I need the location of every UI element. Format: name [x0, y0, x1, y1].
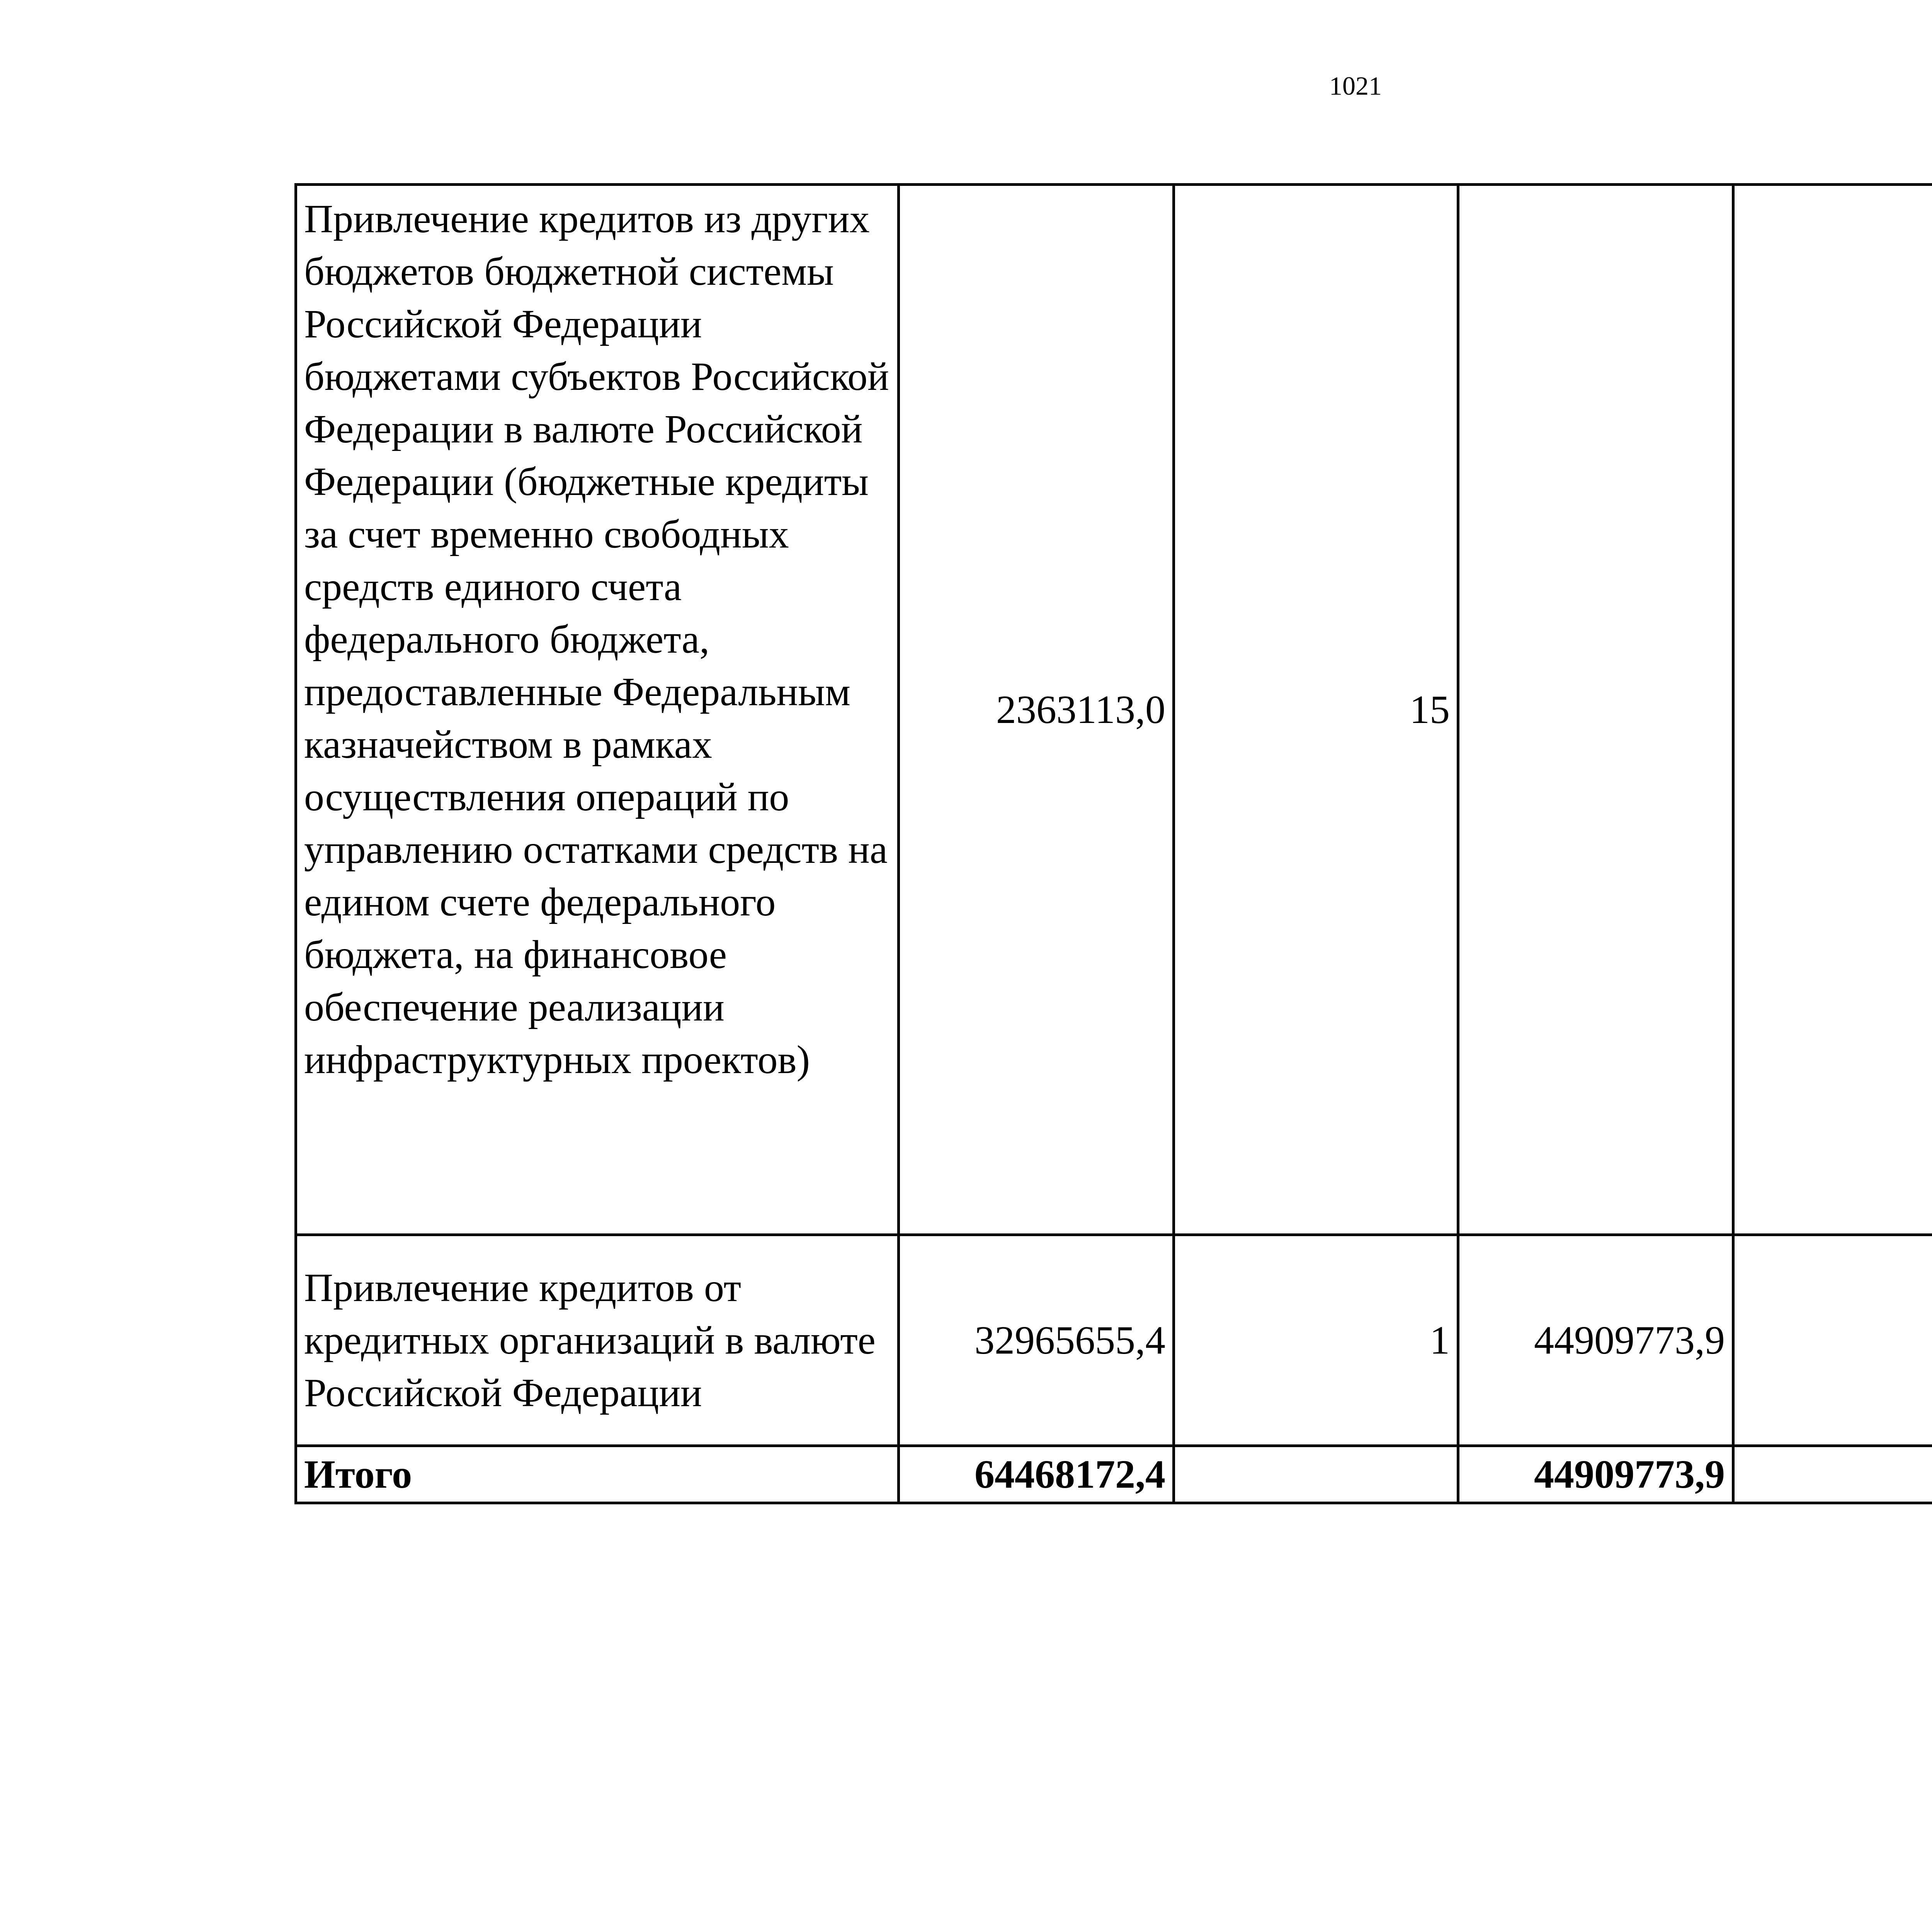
total-value-cell: 44909773,9 [1458, 1446, 1733, 1503]
value-cell: 2363113,0 [899, 185, 1174, 1235]
total-row [296, 1446, 1932, 1503]
row-label: Привлечение кредитов от кредитных организаций в валюте Российской Федерации [296, 1235, 899, 1446]
value-cell: 44909773,9 [1458, 1235, 1733, 1446]
table-row [296, 185, 1932, 1235]
borrowing-table [294, 183, 1932, 1504]
value-cell: 32965655,4 [899, 1235, 1174, 1446]
row-label: Привлечение кредитов из других бюджетов бюджетной системы Российской Федерации бюджетами субъектов Российской Федерации в валюте Российской Федерации (бюджетные кредиты за счет временно свободных средств единого счета федерального бюджета, предоставленные Федеральным казначейством в рамках осуществления операций по управлению остатками средств на едином счете федерального бюджета, на финансовое обеспечение реализации инфраструктурных проектов) [296, 185, 899, 1235]
page-number: 1021 [1329, 71, 1382, 100]
total-value-cell [1174, 1446, 1458, 1503]
value-cell [1733, 185, 1932, 1235]
value-cell: 1 [1174, 1235, 1458, 1446]
value-cell [1458, 185, 1733, 1235]
value-cell [1733, 1235, 1932, 1446]
total-label: Итого [296, 1446, 899, 1503]
total-value-cell [1733, 1446, 1932, 1503]
value-cell: 15 [1174, 185, 1458, 1235]
total-value-cell: 64468172,4 [899, 1446, 1174, 1503]
table-row [296, 1235, 1932, 1446]
